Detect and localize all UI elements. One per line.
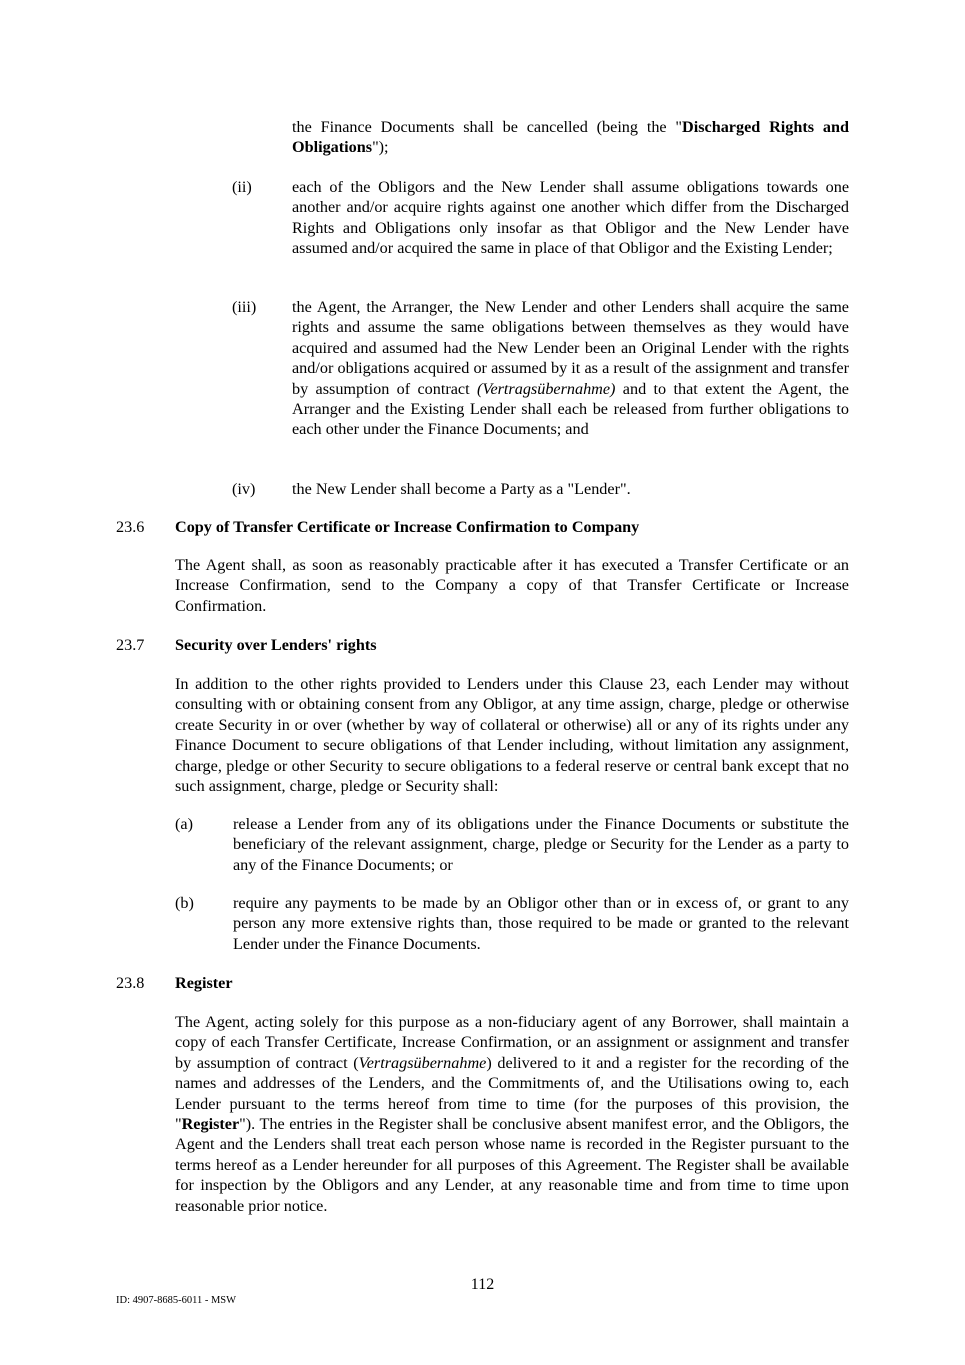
- defined-term-register: Register: [181, 1115, 240, 1134]
- section-23-8-number: 23.8: [116, 974, 145, 992]
- term-vertragsubernahme: (Vertragsübernahme): [476, 379, 616, 398]
- defined-term-discharged-rights: Discharged Rights and Obligations: [292, 118, 849, 157]
- register-text-3: "). The entries in the Register shall be conclusive absent manifest error, and the Obligors, the Agent and the Lenders shall treat each person whose name is recorded in the Register pursuant to the terms hereof as a Lender hereunder for all purposes of this Agreement. The Register shall be available for inspection by the Obligors and any Lender, at any reasonable time and from time to time upon reasonable prior notice.: [175, 1115, 849, 1215]
- item-i-text-end: ");: [372, 138, 389, 157]
- item-iv-label: (iv): [232, 480, 256, 498]
- section-23-8-heading: Register: [175, 974, 233, 992]
- register-text-2: ) delivered to it and a register for the recording of the names and addresses of the Lenders, and the Commitments of, and the Utilisations owing to, each Lender pursuant to the terms hereof from time to time (for the purposes of this provision, the ": [175, 1053, 849, 1134]
- item-i-continuation: [292, 117, 849, 158]
- item-ii-text: each of the Obligors and the New Lender shall assume obligations towards one another and/or acquire rights against one another which differ from the Discharged Rights and Obligations only insofar as that Obligor and the New Lender have assumed and/or acquired the same in place of that Obligor and the Existing Lender;: [292, 178, 849, 258]
- item-a-label: (a): [175, 815, 193, 833]
- section-23-7-body: In addition to the other rights provided to Lenders under this Clause 23, each Lender may without consulting with or obtaining consent from any Obligor, at any time assign, charge, pledge or otherwise create Security in or over (whether by way of collateral or otherwise) all or any of its rights under any Finance Document to secure obligations of that Lender including, without limitation any assignment, charge, pledge or other Security to secure obligations to a federal reserve or central bank except that no such assignment, charge, pledge or Security shall:: [175, 675, 849, 796]
- item-b-text: require any payments to be made by an Obligor other than or in excess of, or grant to any person any more extensive rights than, those required to be made or granted to the relevant Lender under the Finance Documents.: [233, 894, 849, 953]
- item-i-text: the Finance Documents shall be cancelled (being the ": [292, 118, 683, 136]
- section-23-6-heading: Copy of Transfer Certificate or Increase Confirmation to Company: [175, 518, 640, 536]
- item-b-label: (b): [175, 894, 194, 912]
- item-ii-label: (ii): [232, 178, 252, 196]
- section-23-7-number: 23.7: [116, 636, 145, 654]
- section-23-8-body: [175, 1012, 849, 1216]
- item-a-text: release a Lender from any of its obligations under the Finance Documents or substitute the beneficiary of the relevant assignment, charge, pledge or Security for the Lender as a party to any of the Finance Documents; or: [233, 815, 849, 874]
- item-iv-text: the New Lender shall become a Party as a "Lender".: [292, 480, 631, 498]
- item-iii-label: (iii): [232, 298, 257, 316]
- section-23-6-number: 23.6: [116, 518, 145, 536]
- section-23-7-heading: Security over Lenders' rights: [175, 636, 377, 654]
- document-id: ID: 4907-8685-6011 - MSW: [116, 1295, 237, 1306]
- item-iii-text-start: the Agent, the Arranger, the New Lender and other Lenders shall acquire the same rights and assume the same obligations between themselves as they would have acquired and assumed had the New Lender been an Original Lender with the rights and/or obligations acquired or assumed by it as a result of the assignment and transfer by assumption of contract: [292, 298, 849, 398]
- item-iii-text-end: and to that extent the Agent, the Arranger and the Existing Lender shall each be released from further obligations to each other under the Finance Documents; and: [292, 379, 849, 439]
- page-number: 112: [470, 1276, 495, 1293]
- register-text-1: The Agent, acting solely for this purpose as a non-fiduciary agent of any Borrower, shall maintain a copy of each Transfer Certificate, Increase Confirmation, or an assignment or assignment and transfer by assumption of contract (: [175, 1013, 849, 1072]
- term-vertragsubernahme-2: Vertragsübernahme: [358, 1053, 487, 1072]
- item-iii-text: [292, 297, 849, 440]
- section-23-6-body: The Agent shall, as soon as reasonably practicable after it has executed a Transfer Certificate or an Increase Confirmation, send to the Company a copy of that Transfer Certificate or Increase Confirmation.: [175, 556, 849, 615]
